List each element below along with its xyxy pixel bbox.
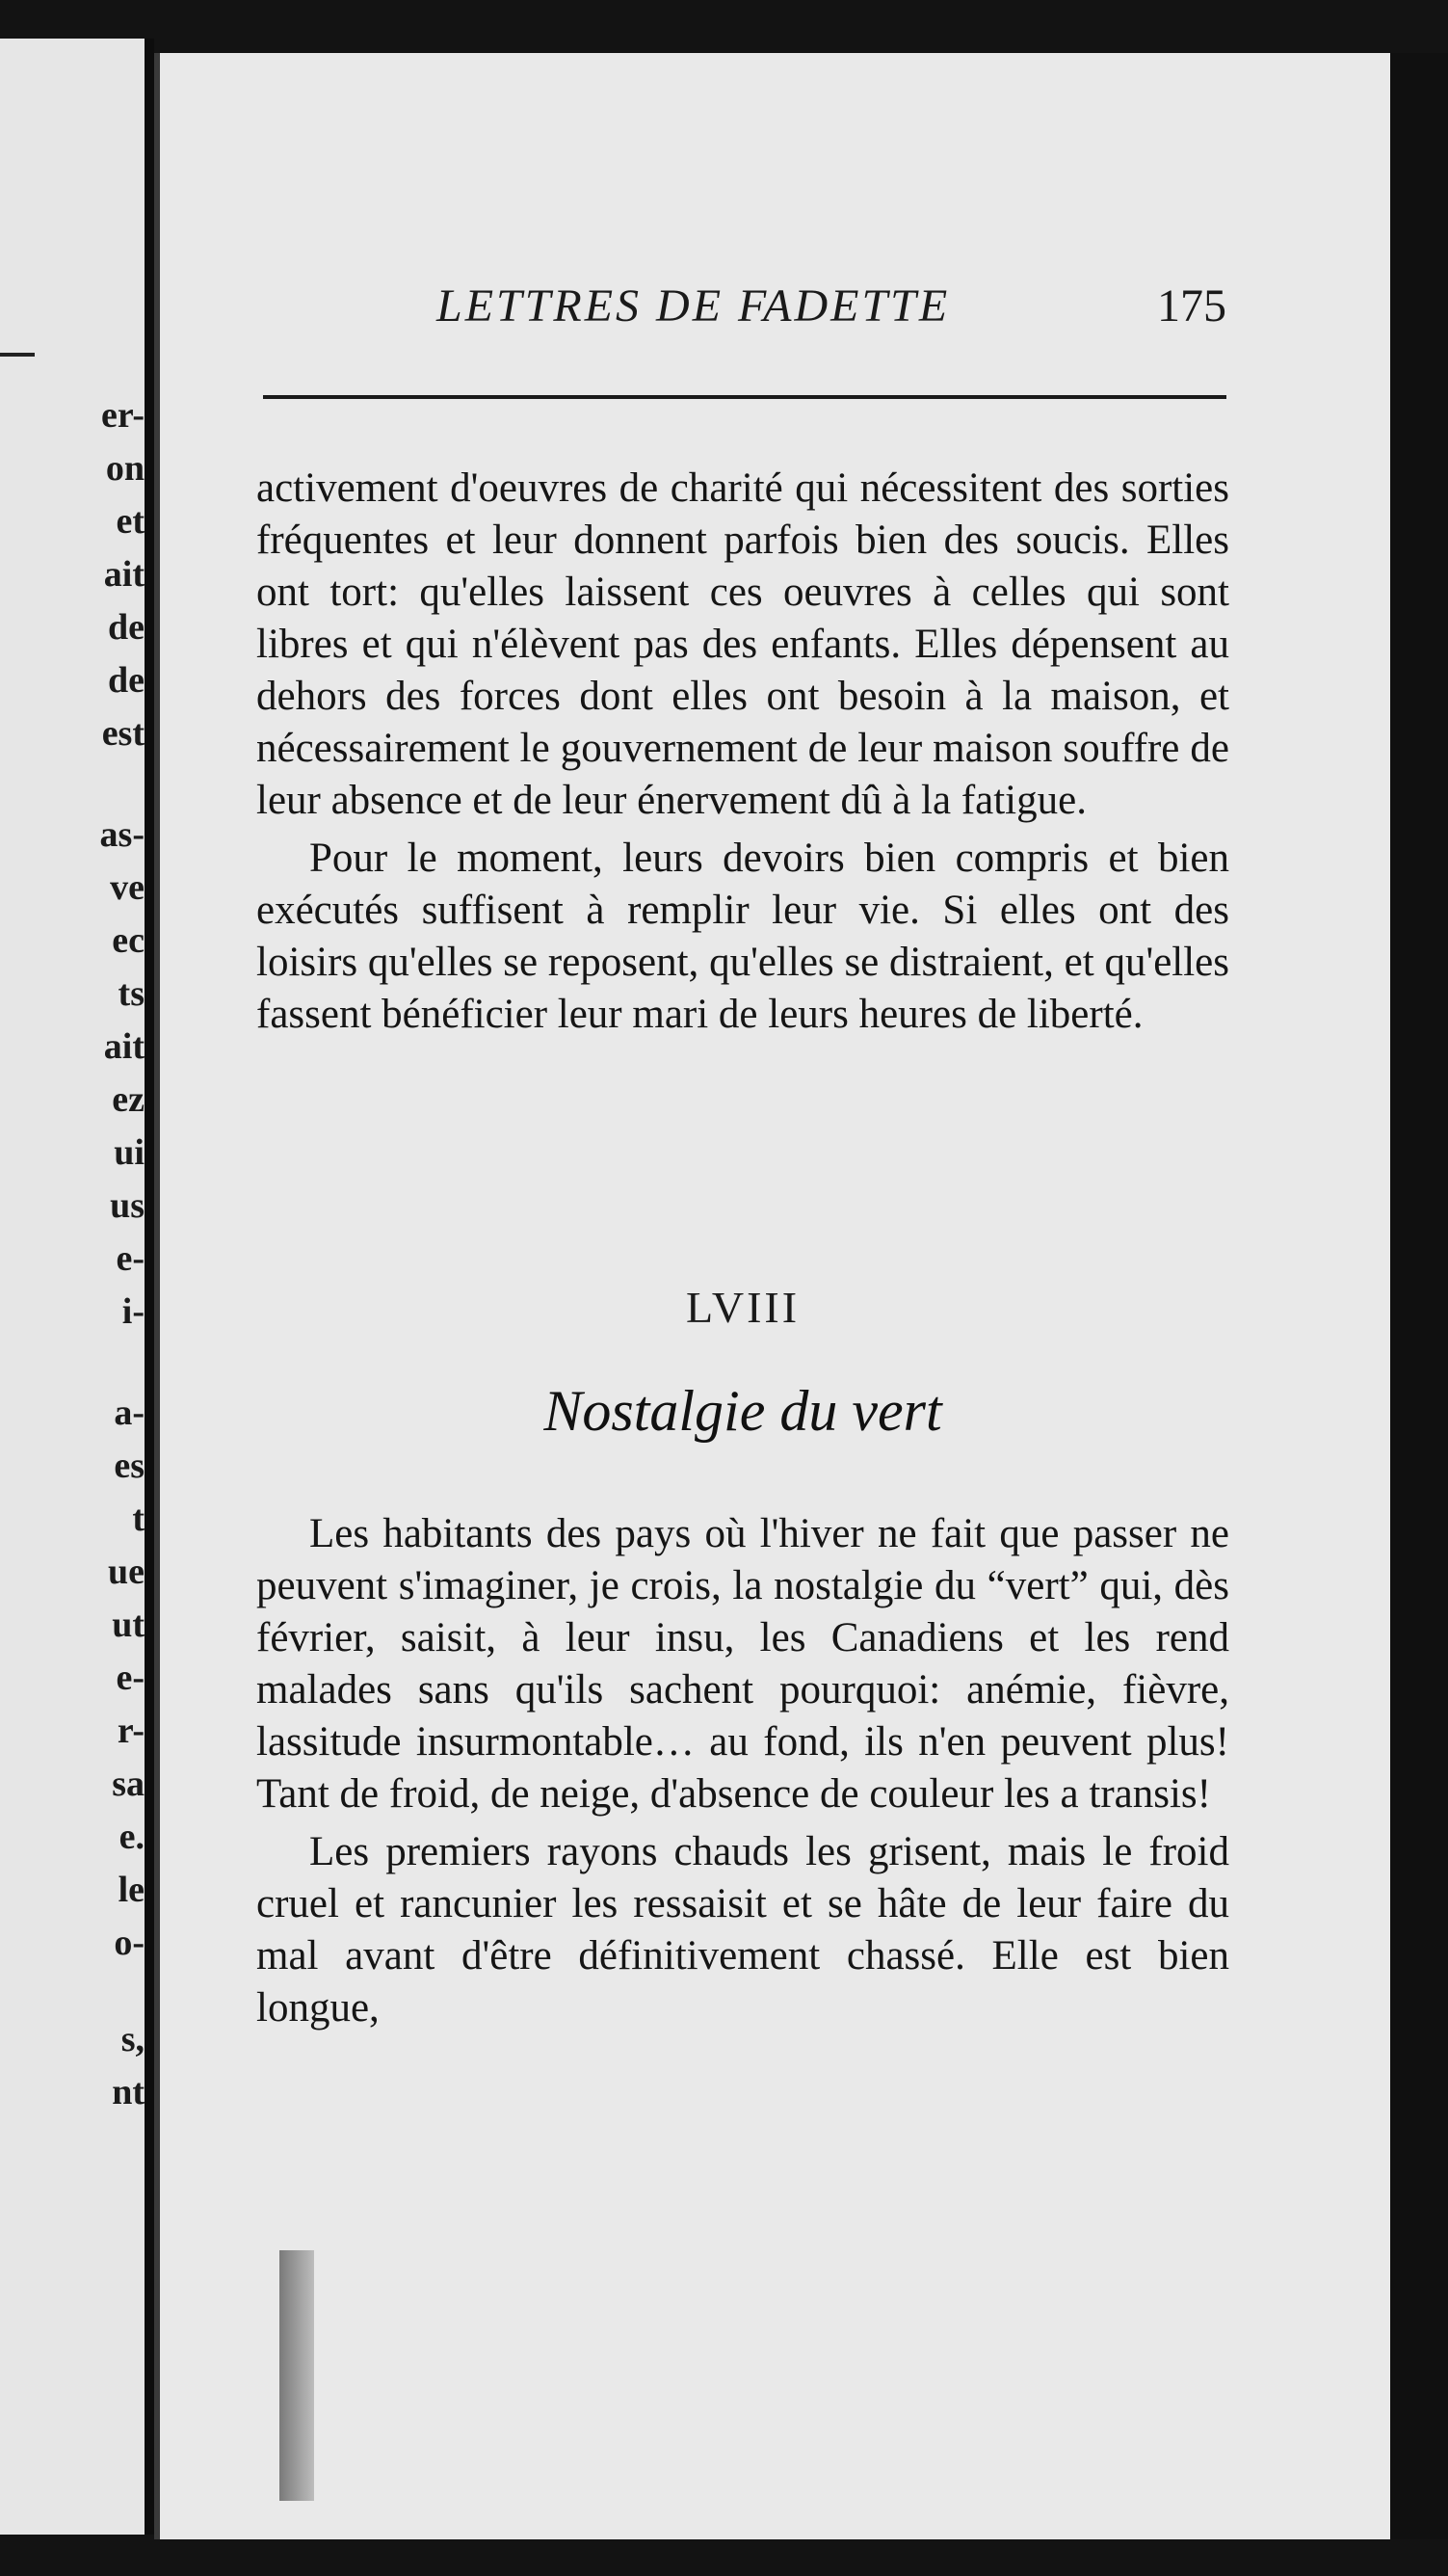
left-fragment: ve [110, 867, 145, 908]
left-fragment: ue [108, 1552, 145, 1592]
left-page-edge [0, 39, 145, 2535]
book-gutter [145, 39, 154, 2535]
page-edge-strip [279, 2250, 314, 2501]
left-fragment: us [110, 1185, 145, 1226]
left-fragment: est [101, 713, 145, 754]
left-fragment: de [108, 607, 145, 648]
left-fragment: er- [101, 395, 145, 436]
running-head [263, 279, 1226, 347]
left-fragment: as- [99, 814, 145, 855]
left-page-rule [0, 353, 35, 357]
left-fragment: i- [121, 1291, 145, 1332]
paragraph: Les premiers rayons chauds les grisent, mais le froid cruel et rancunier les ressaisit et se hâte de leur faire du mal avant d'être définitivement chassé. Elle est bien longue, [256, 1829, 1229, 2031]
left-fragment: e- [116, 1238, 145, 1279]
left-fragment: s, [120, 2019, 145, 2059]
section-number: LVIII [685, 1283, 801, 1332]
left-fragment: a- [114, 1393, 145, 1433]
left-fragment: e. [118, 1817, 145, 1857]
left-fragment: sa [112, 1764, 145, 1804]
running-title: LETTRES DE FADETTE [436, 280, 951, 332]
left-fragment: nt [112, 2072, 145, 2112]
left-fragment: o- [114, 1923, 145, 1963]
left-fragment: r- [117, 1711, 145, 1751]
left-fragment: e- [116, 1658, 145, 1698]
paragraph: Les habitants des pays où l'hiver ne fait que passer ne peuvent s'imaginer, je crois, la nostalgie du “vert” qui, dès février, saisit, à leur insu, les Canadiens et les rend malades sans qu'ils sachent pourquoi: anémie, fièvre, lassitude insurmontable… au fond, ils n'en peuvent plus! Tant de froid, de neige, d'absence de couleur les a transis! [256, 1511, 1229, 1817]
left-fragment: on [105, 448, 145, 489]
header-rule [263, 395, 1226, 399]
right-page-edge [1390, 53, 1448, 2539]
left-fragment: ui [114, 1132, 145, 1173]
book-page [154, 53, 1396, 2539]
left-fragment: ait [103, 1026, 145, 1067]
section-title: Nostalgie du vert [543, 1379, 942, 1443]
paragraph: Pour le moment, leurs devoirs bien compris et bien exécutés suffisent à remplir leur vie. Si elles ont des loisirs qu'elles se reposent, qu'elles se distraient, et qu'elles fassent bénéficier leur mari de leurs heures de liberté. [256, 836, 1229, 1037]
left-fragment: de [108, 660, 145, 701]
body-text [256, 463, 1229, 1041]
paragraph: activement d'oeuvres de charité qui nécessitent des sorties fréquentes et leur donnent parfois bien des soucis. Elles ont tort: qu'elles laissent ces oeuvres à celles qui sont libres et qui n'élèvent pas des enfants. Elles dépensent au dehors des forces dont elles ont besoin à la maison, et nécessairement le gouvernement de leur maison souffre de leur absence et de leur énervement dû à la fatigue. [256, 465, 1229, 823]
left-fragment: ait [103, 554, 145, 595]
section-body-text [256, 1508, 1229, 2034]
left-fragment: t [132, 1499, 145, 1539]
left-fragment: le [118, 1870, 145, 1910]
left-fragment: ec [112, 920, 145, 961]
left-fragment: ts [118, 973, 145, 1014]
left-fragment: ez [112, 1079, 145, 1120]
left-fragment: et [116, 501, 145, 542]
left-fragment: ut [112, 1605, 145, 1645]
left-fragment: es [114, 1446, 145, 1486]
page-number: 175 [1157, 280, 1226, 332]
